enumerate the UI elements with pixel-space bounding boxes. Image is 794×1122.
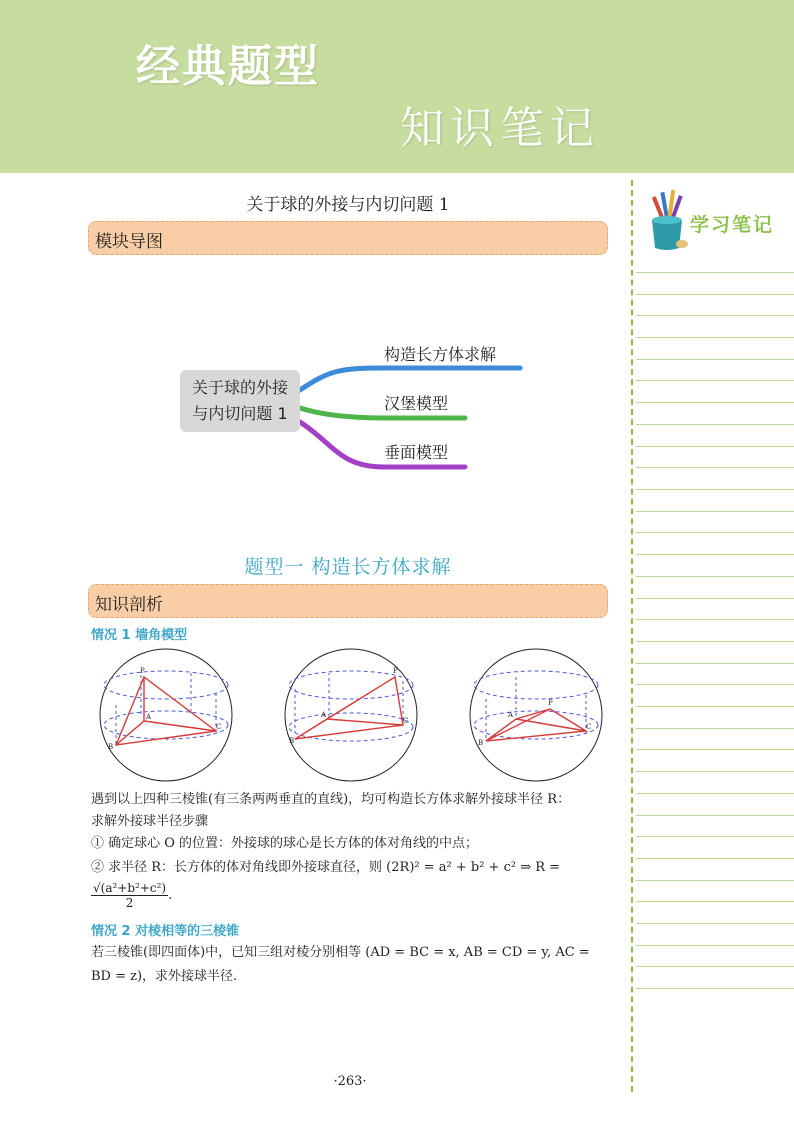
document-title: 关于球的外接与内切问题 1 (246, 195, 450, 215)
note-line (636, 576, 794, 577)
note-line (636, 554, 794, 555)
section-label: 模块导图 (95, 232, 163, 252)
mindmap-center-node (180, 370, 300, 432)
fraction-denominator: 2 (125, 896, 134, 910)
vertex-label-c: C (403, 717, 409, 725)
mindmap-center-line1: 关于球的外接 (191, 378, 288, 397)
sphere-figure-3 (466, 645, 606, 785)
note-line (636, 988, 794, 989)
case1-paragraph-2: 求解外接球半径步骤 (91, 814, 209, 829)
note-line (636, 815, 794, 816)
case2-paragraph-1: 若三棱锥(即四面体)中，已知三组对棱分别相等 (AD = BC = x, AB = CD = y, AC = (91, 945, 590, 960)
header-banner (0, 0, 794, 173)
note-line (636, 511, 794, 512)
mindmap-branch-1: 构造长方体求解 (384, 345, 497, 364)
vertex-label-b: B (478, 739, 484, 747)
note-line (636, 901, 794, 902)
note-line (636, 771, 794, 772)
note-line (636, 663, 794, 664)
note-line (636, 619, 794, 620)
note-line (636, 641, 794, 642)
note-line (636, 598, 794, 599)
note-line (636, 315, 794, 316)
banner-title-sub: 知识笔记 (400, 103, 600, 154)
case2-heading: 情况 2 对棱相等的三棱锥 (91, 924, 240, 939)
note-line (636, 359, 794, 360)
vertex-label-c: C (586, 723, 592, 731)
mindmap-branch-3: 垂面模型 (384, 443, 449, 462)
formula-period: . (168, 888, 173, 903)
section-bar-module-map (88, 221, 608, 255)
note-line (636, 749, 794, 750)
case1-step-1: ① 确定球心 O 的位置：外接球的球心是长方体的体对角线的中点； (91, 836, 479, 851)
note-line (636, 337, 794, 338)
note-line (636, 380, 794, 381)
note-line (636, 467, 794, 468)
note-line (636, 489, 794, 490)
note-line (636, 272, 794, 273)
note-line (636, 532, 794, 533)
type-heading: 题型一 构造长方体求解 (244, 556, 452, 578)
sphere-figure-1 (96, 645, 236, 785)
notes-divider (631, 180, 633, 1092)
fraction-numerator: √(a²+b²+c²) (93, 881, 167, 895)
sphere-figure-2 (281, 645, 421, 785)
vertex-label-a: A (146, 713, 152, 721)
vertex-label-p: P (140, 667, 145, 675)
note-line (636, 446, 794, 447)
note-line (636, 880, 794, 881)
note-line (636, 294, 794, 295)
mindmap-center-line2: 与内切问题 1 (192, 404, 288, 423)
case1-heading: 情况 1 墙角模型 (91, 628, 188, 643)
note-line (636, 793, 794, 794)
banner-title-main: 经典题型 (136, 41, 320, 92)
case1-formula (91, 881, 608, 910)
vertex-label-b: B (108, 743, 114, 751)
page-number: ·263· (333, 1074, 367, 1089)
mindmap-connector-1 (300, 368, 520, 390)
pen-holder-icon (646, 190, 688, 252)
note-line (636, 858, 794, 859)
note-line (636, 402, 794, 403)
note-line (636, 706, 794, 707)
case2-paragraph-2: BD = z)，求外接球半径. (91, 969, 238, 984)
vertex-label-p: P (393, 667, 398, 675)
vertex-label-b: B (289, 737, 295, 745)
vertex-label-c: C (216, 723, 222, 731)
note-line (636, 966, 794, 967)
note-line (636, 945, 794, 946)
mindmap-branch-2: 汉堡模型 (384, 394, 449, 413)
note-line (636, 836, 794, 837)
case1-step-2: ② 求半径 R：长方体的体对角线即外接球直径，则 (2R)² = a² + b² + c² ⇒ R = (91, 860, 561, 875)
note-line (636, 424, 794, 425)
notes-title: 学习笔记 (690, 214, 775, 236)
section-bar-analysis (88, 584, 608, 618)
vertex-label-p: P (548, 699, 553, 707)
vertex-label-a: A (321, 711, 327, 719)
radius-fraction (91, 881, 168, 910)
note-line (636, 684, 794, 685)
note-line (636, 923, 794, 924)
case1-paragraph-1: 遇到以上四种三棱锥(有三条两两垂直的直线)，均可构造长方体求解外接球半径 R： (91, 792, 571, 807)
note-line (636, 728, 794, 729)
section-label: 知识剖析 (95, 595, 163, 615)
vertex-label-a: A (508, 711, 514, 719)
